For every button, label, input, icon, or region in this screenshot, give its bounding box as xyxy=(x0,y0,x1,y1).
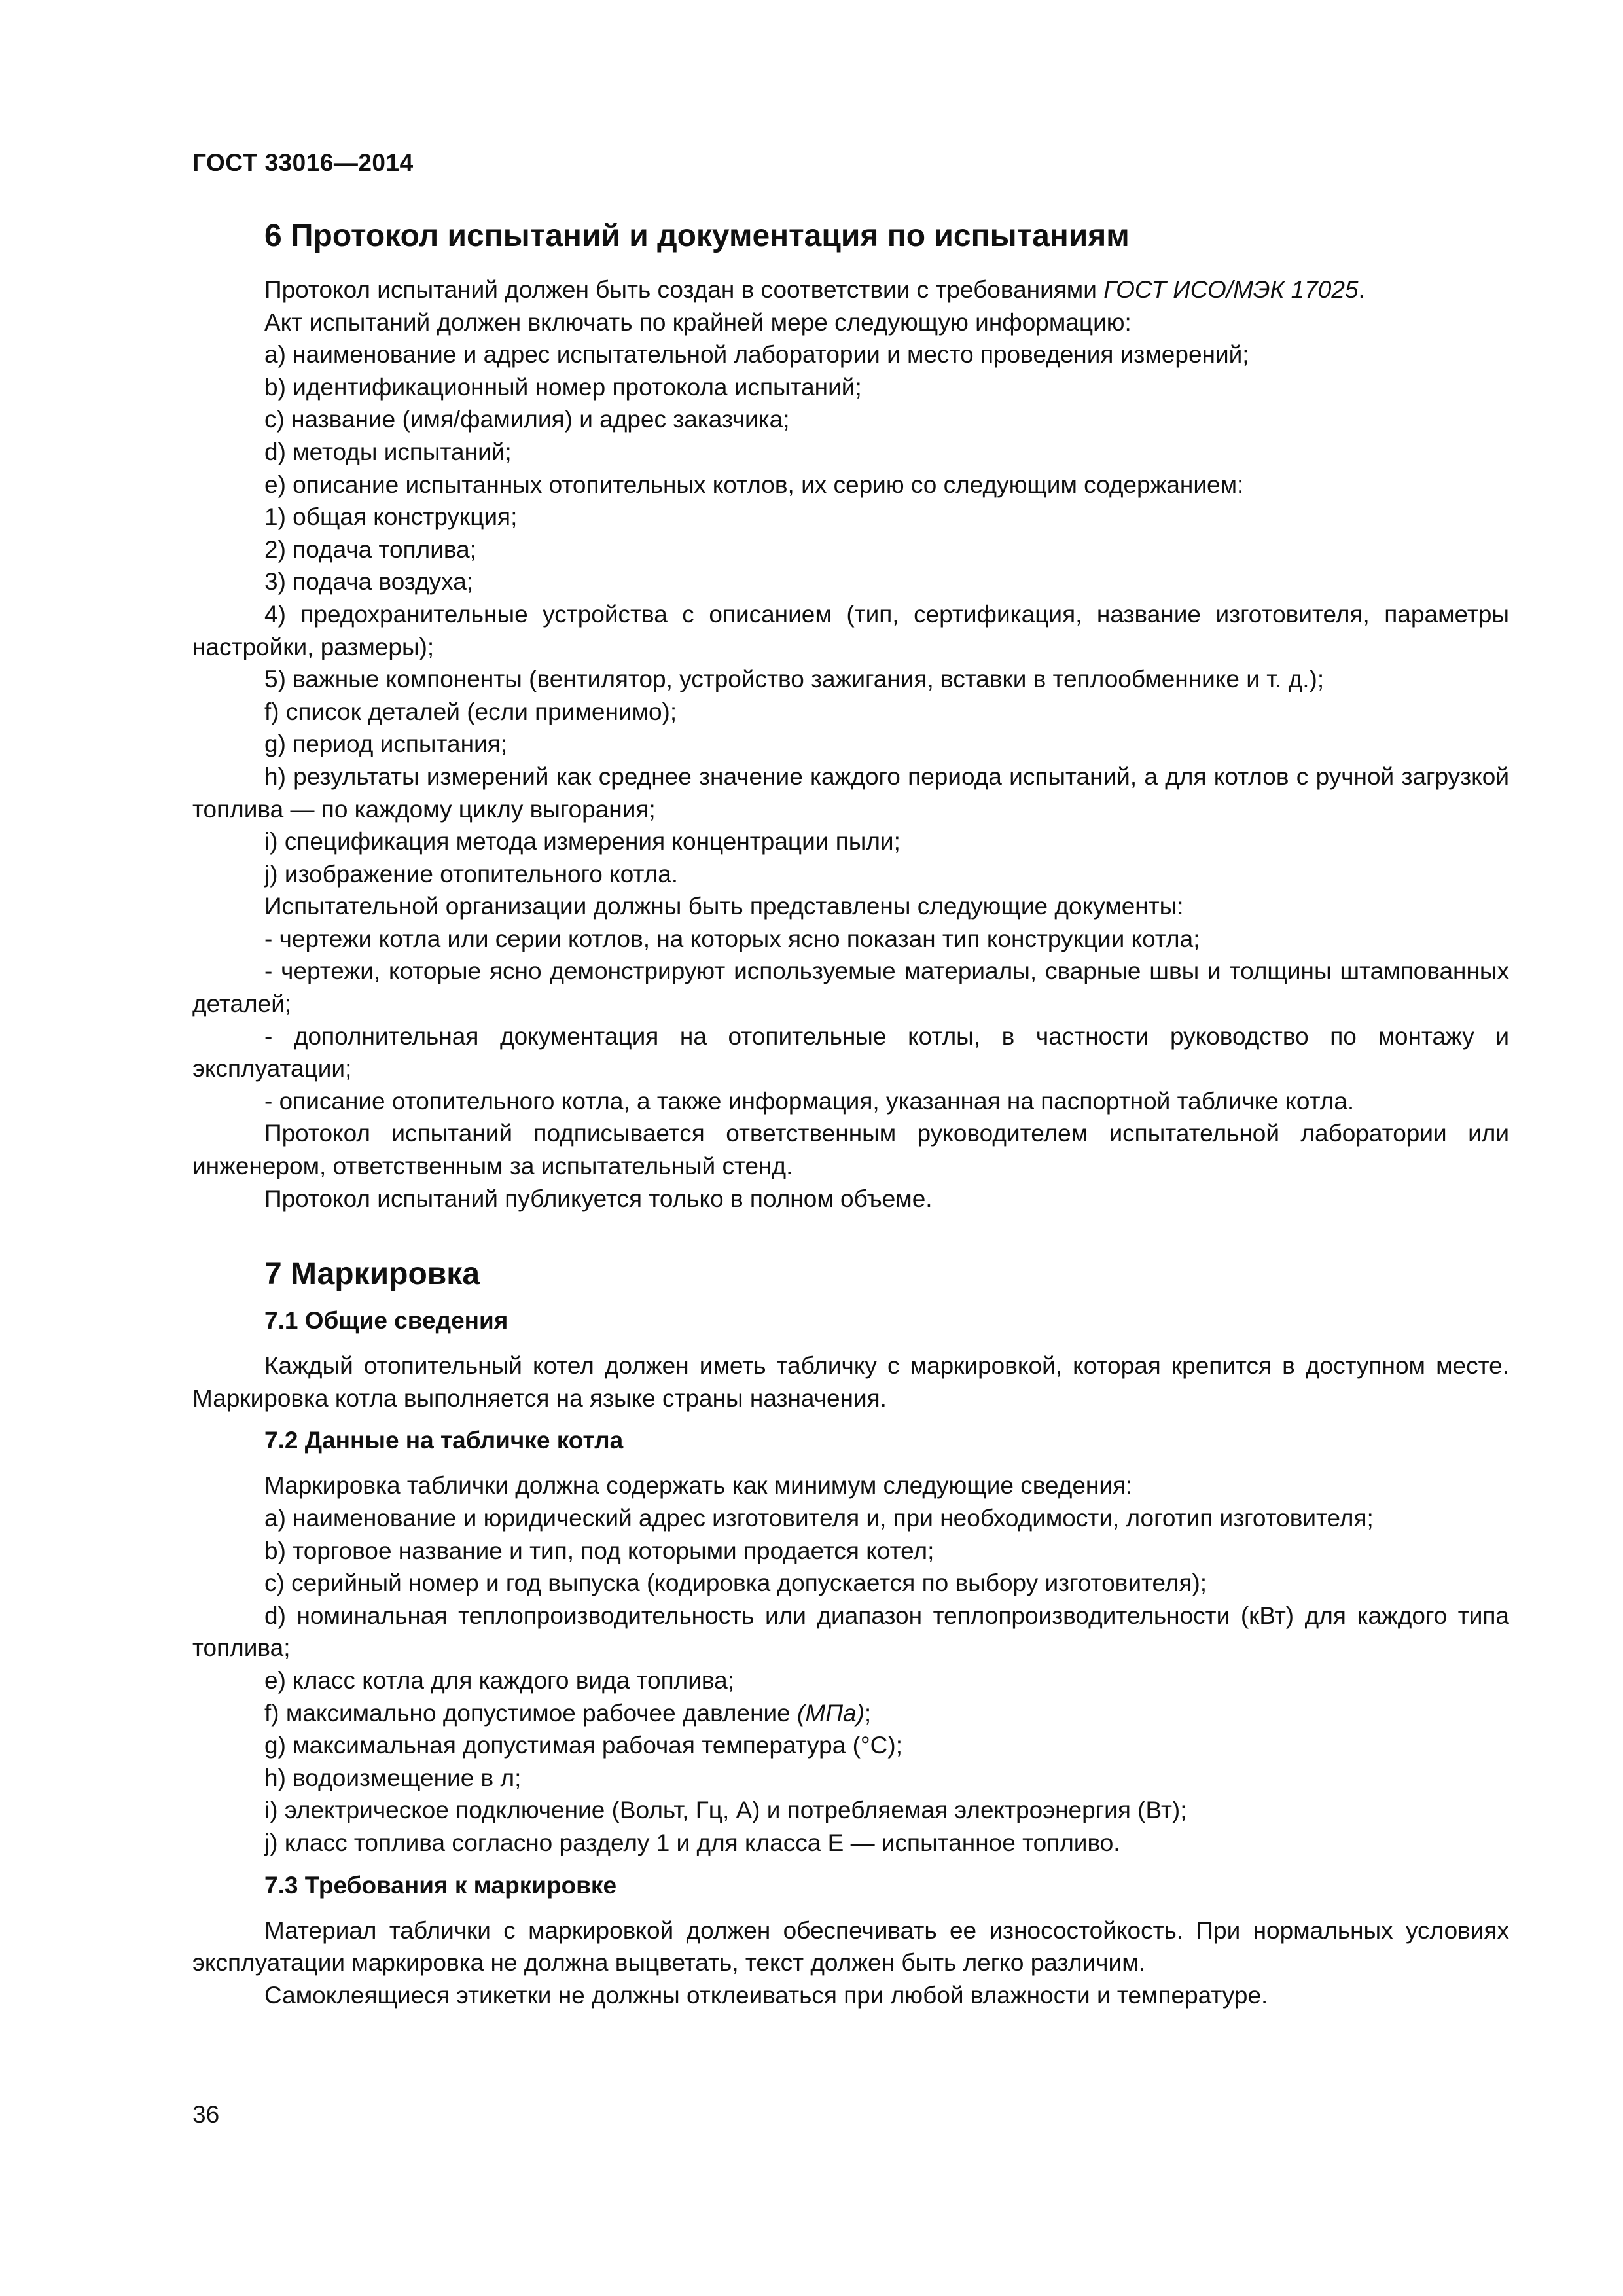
section-7-2-list-item: а) наименование и юридический адрес изготовителя и, при необходимости, логотип изготовителя; xyxy=(264,1505,1374,1532)
section-7-3-paragraph: Материал таблички с маркировкой должен обеспечивать ее износостойкость. При нормальных условиях эксплуатации маркировка не должна выцветать, текст должен быть легко различим. xyxy=(192,1916,1509,1977)
section-7-2-paragraph: Маркировка таблички должна содержать как минимум следующие сведения: xyxy=(264,1472,1133,1499)
section-6-list-item: 3) подача воздуха; xyxy=(264,568,474,596)
section-6-paragraph xyxy=(192,274,1509,306)
section-6-list-item: i) спецификация метода измерения концентрации пыли; xyxy=(264,828,901,855)
section-6-paragraph: Протокол испытаний публикуется только в полном объеме. xyxy=(264,1185,933,1212)
section-7-2-list-item: i) электрическое подключение (Вольт, Гц, А) и потребляемая электроэнергия (Вт); xyxy=(264,1797,1187,1824)
section-6-list-item: 2) подача топлива; xyxy=(264,535,476,563)
section-6-list-item: b) идентификационный номер протокола испытаний; xyxy=(264,373,862,401)
section-6-list-item: 5) важные компоненты (вентилятор, устройство зажигания, вставки в теплообменнике и т. д.); xyxy=(264,666,1325,693)
section-6-list-item: - дополнительная документация на отопительные котлы, в частности руководство по монтажу и эксплуатации; xyxy=(192,1022,1509,1083)
section-6-list-item: e) описание испытанных отопительных котлов, их серию со следующим содержанием: xyxy=(264,471,1244,498)
section-7-2-list-item: b) торговое название и тип, под которыми продается котел; xyxy=(264,1537,935,1564)
section-7-1-paragraph: Каждый отопительный котел должен иметь табличку с маркировкой, которая крепится в доступном месте. Маркировка котла выполняется на языке страны назначения. xyxy=(192,1352,1509,1412)
document-header: ГОСТ 33016—2014 xyxy=(192,149,414,176)
section-6-list-item: 1) общая конструкция; xyxy=(264,503,518,531)
section-7-2-list-item: c) серийный номер и год выпуска (кодировка допускается по выбору изготовителя); xyxy=(264,1570,1207,1597)
standard-reference: ГОСТ ИСО/МЭК 17025 xyxy=(1103,276,1359,303)
pressure-unit: (МПа) xyxy=(797,1699,865,1727)
section-6-list-item: - чертежи, которые ясно демонстрируют используемые материалы, сварные швы и толщины штампованных деталей; xyxy=(192,958,1509,1018)
section-6-list-item: d) методы испытаний; xyxy=(264,438,512,465)
section-6-title: 6 Протокол испытаний и документация по испытаниям xyxy=(264,219,1130,253)
section-7-2-list-item: j) класс топлива согласно разделу 1 и для класса Е — испытанное топливо. xyxy=(264,1829,1120,1856)
section-6-list-item: а) наименование и адрес испытательной лаборатории и место проведения измерений; xyxy=(264,341,1249,368)
section-7-2-list-item: g) максимальная допустимая рабочая температура (°C); xyxy=(264,1732,903,1759)
section-7-2-list-item xyxy=(192,1697,1509,1730)
page-content xyxy=(192,216,1509,2011)
section-6-list-item: 4) предохранительные устройства с описанием (тип, сертификация, название изготовителя, параметры настройки, размеры); xyxy=(192,600,1509,660)
section-6-paragraph: Акт испытаний должен включать по крайней мере следующую информацию: xyxy=(264,308,1132,336)
section-6-list-item: h) результаты измерений как среднее значение каждого периода испытаний, а для котлов с ручной загрузкой топлива — по каждому циклу выгорания; xyxy=(192,762,1509,823)
section-6-list-item: - описание отопительного котла, а также информация, указанная на паспортной табличке котла. xyxy=(264,1087,1355,1115)
page-number: 36 xyxy=(192,2101,220,2128)
section-7-2-list-item: h) водоизмещение в л; xyxy=(264,1764,522,1791)
section-7-3-paragraph: Самоклеящиеся этикетки не должны отклеиваться при любой влажности и температуре. xyxy=(264,1981,1268,2009)
section-6-paragraph: Протокол испытаний подписывается ответственным руководителем испытательной лаборатории или инженером, ответственным за испытательный стенд. xyxy=(192,1120,1509,1180)
section-6-paragraph: Испытательной организации должны быть представлены следующие документы: xyxy=(264,893,1184,920)
section-6-list-item: - чертежи котла или серии котлов, на которых ясно показан тип конструкции котла; xyxy=(264,925,1200,952)
pressure-item-tail: ; xyxy=(864,1699,872,1727)
section-7-1-title: 7.1 Общие сведения xyxy=(264,1307,508,1335)
pressure-item-lead: f) максимально допустимое рабочее давление xyxy=(264,1699,798,1727)
section-6-list-item: j) изображение отопительного котла. xyxy=(264,860,679,888)
section-6-p1-tail: . xyxy=(1358,276,1365,303)
section-7-title: 7 Маркировка xyxy=(264,1257,480,1292)
section-6-p1-lead: Протокол испытаний должен быть создан в соответствии с требованиями xyxy=(264,276,1104,303)
section-7-2-list-item: d) номинальная теплопроизводительность или диапазон теплопроизводительности (кВт) для каждого типа топлива; xyxy=(192,1602,1509,1662)
section-7-3-title: 7.3 Требования к маркировке xyxy=(264,1871,617,1899)
section-7-2-title: 7.2 Данные на табличке котла xyxy=(264,1427,624,1454)
section-7-2-list-item: e) класс котла для каждого вида топлива; xyxy=(264,1666,734,1694)
section-6-list-item: g) период испытания; xyxy=(264,730,507,758)
section-6-list-item: c) название (имя/фамилия) и адрес заказчика; xyxy=(264,406,790,433)
section-6-list-item: f) список деталей (если применимо); xyxy=(264,698,677,725)
